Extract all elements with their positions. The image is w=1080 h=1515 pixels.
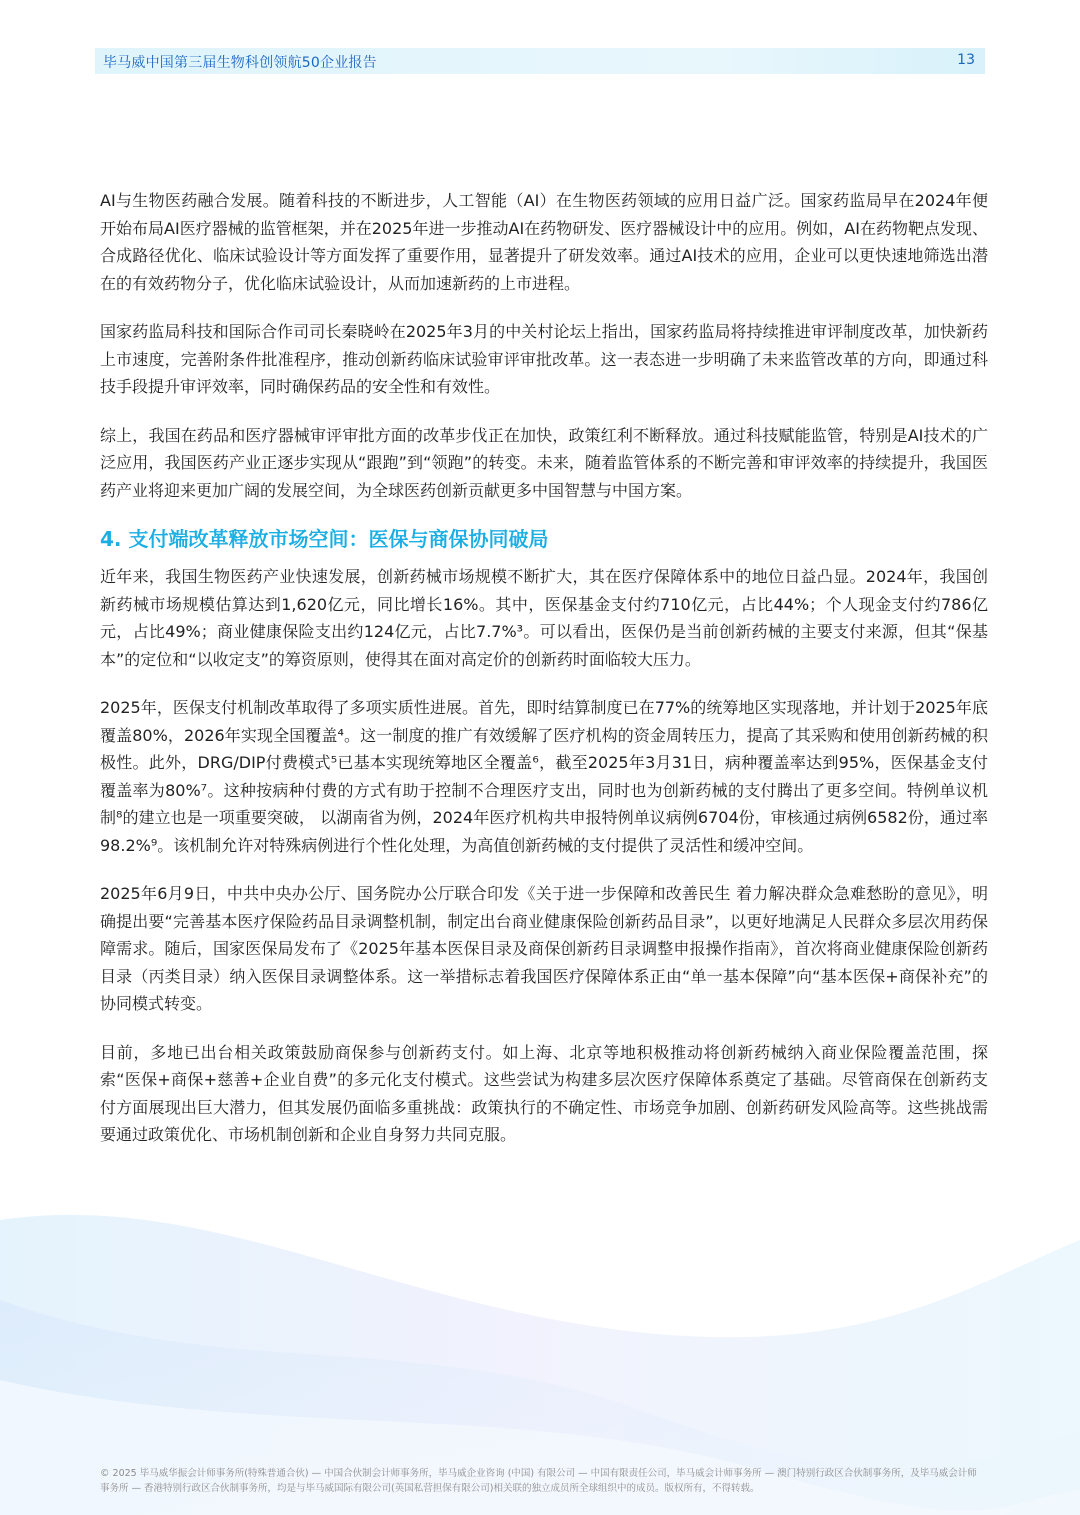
background-wave-decoration — [0, 1180, 1080, 1515]
report-title: 毕马威中国第三届生物科创领航50企业报告 — [103, 55, 377, 71]
paragraph-commercial-insurance: 目前，多地已出台相关政策鼓励商保参与创新药支付。如上海、北京等地积极推动将创新药械纳入商业保险覆盖范围，探索“医保+商保+慈善+企业自费”的多元化支付模式。这些尝试为构建多层次医疗保障体系奠定了基础。尽管商保在创新药支付方面展现出巨大潜力，但其发展仍面临多重挑战：政策执行的不确定性、市场竞争加剧、创新药研发风险高等。这些挑战需要通过政策优化、市场机制创新和企业自身努力共同克服。 — [100, 1042, 988, 1144]
paragraph-summary: 综上，我国在药品和医疗器械审评审批方面的改革步伐正在加快，政策红利不断释放。通过科技赋能监管，特别是AI技术的广泛应用，我国医药产业正逐步实现从“跟跑”到“领跑”的转变。未来，随着监管体系的不断完善和审评效率的持续提升，我国医药产业将迎来更加广阔的发展空间，为全球医药创新贡献更多中国智慧与中国方案。 — [100, 425, 988, 500]
paragraph-policy-document: 2025年6月9日，中共中央办公厅、国务院办公厅联合印发《关于进一步保障和改善民生 着力解决群众急难愁盼的意见》，明确提出要“完善基本医疗保险药品目录调整机制，制定出台商业健康保险创新药品目录”，以更好地满足人民群众多层次用药保障需求。随后，国家医保局发布了《2025年基本医保目录及商保创新药目录调整申报操作指南》，首次将商业健康保险创新药目录（丙类目录）纳入医保目录调整体系。这一举措标志着我国医疗保障体系正由“单一基本保障”向“基本医保+商保补充”的协同模式转变。 — [100, 884, 988, 1013]
paragraph-payment-reform: 2025年，医保支付机制改革取得了多项实质性进展。首先，即时结算制度已在77%的统筹地区实现落地，并计划于2025年底覆盖80%，2026年实现全国覆盖⁴。这一制度的推广有效缓解了医疗机构的资金周转压力，提高了其采购和使用创新药械的积极性。此外，DRG/DIP付费模式⁵已基本实现统筹地区全覆盖⁶，截至2025年3月31日，病种覆盖率达到95%，医保基金支付覆盖率为80%⁷。这种按病种付费的方式有助于控制不合理医疗支出，同时也为创新药械的支付腾出了更多空间。特例单议机制⁸的建立也是一项重要突破， 以湖南省为例，2024年医疗机构共申报特例单议病例6704份，审核通过病例6582份，通过率98.2%⁹。该机制允许对特殊病例进行个性化处理，为高值创新药械的支付提供了灵活性和缓冲空间。 — [100, 698, 988, 855]
copyright-footer: © 2025 毕马威华振会计师事务所(特殊普通合伙) — 中国合伙制会计师事务所，毕马威企业咨询 (中国) 有限公司 — 中国有限责任公司，毕马威会计师事务所 — 澳门特别行政区合伙制事务所，及毕马威会计师事务所 — 香港特别行政区合伙制事务所，均是与毕马威国际有限公司(英国私营担保有限公司)相关联的独立成员所全球组织中的成员。版权所有，不得转载。 — [100, 1468, 977, 1494]
section-heading: 4. 支付端改革释放市场空间：医保与商保协同破局 — [100, 527, 549, 551]
main-content — [100, 187, 988, 1170]
paragraph-regulator-statement: 国家药监局科技和国际合作司司长秦晓岭在2025年3月的中关村论坛上指出，国家药监局将持续推进审评制度改革，加快新药上市速度，完善附条件批准程序，推动创新药临床试验审评审批改革。这一表态进一步明确了未来监管改革的方向，即通过科技手段提升审评效率，同时确保药品的安全性和有效性。 — [100, 322, 988, 396]
page-header — [95, 48, 985, 74]
paragraph-ai-development: AI与生物医药融合发展。随着科技的不断进步，人工智能（AI）在生物医药领域的应用日益广泛。国家药监局早在2024年便开始布局AI医疗器械的监管框架，并在2025年进一步推动AI在药物研发、医疗器械设计中的应用。例如，AI在药物靶点发现、合成路径优化、临床试验设计等方面发挥了重要作用，显著提升了研发效率。通过AI技术的应用，企业可以更快速地筛选出潜在的有效药物分子，优化临床试验设计，从而加速新药的上市进程。 — [100, 191, 988, 293]
paragraph-market-size: 近年来，我国生物医药产业快速发展，创新药械市场规模不断扩大，其在医疗保障体系中的地位日益凸显。2024年，我国创新药械市场规模估算达到1,620亿元，同比增长16%。其中，医保基金支付约710亿元，占比44%；个人现金支付约786亿元，占比49%；商业健康保险支出约124亿元，占比7.7%³。可以看出，医保仍是当前创新药械的主要支付来源，但其“保基本”的定位和“以收定支”的筹资原则，使得其在面对高定价的创新药时面临较大压力。 — [100, 567, 988, 669]
page-number: 13 — [957, 52, 975, 68]
